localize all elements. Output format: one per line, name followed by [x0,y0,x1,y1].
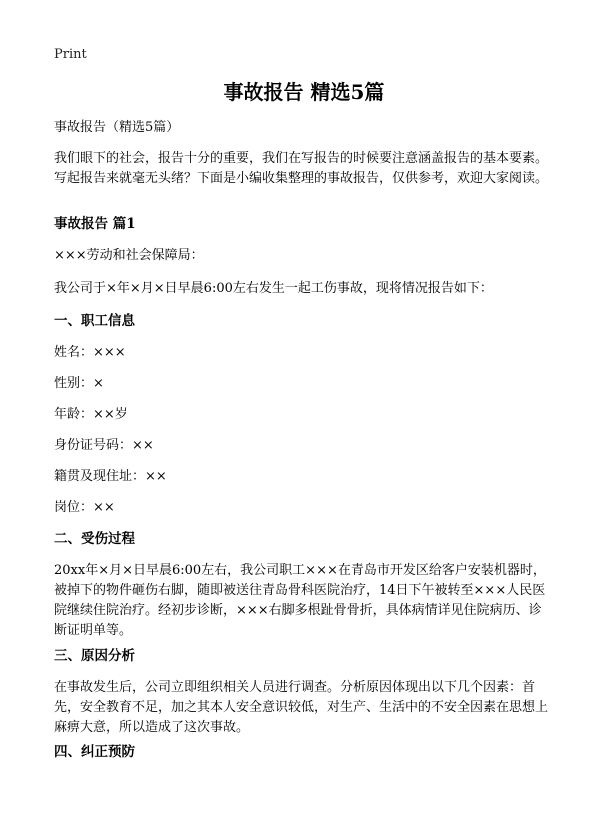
salutation: ×××劳动和社会保障局： [54,248,204,263]
worker-name: 姓名：××× [54,345,126,360]
cause-analysis-paragraph: 在事故发生后，公司立即组织相关人员进行调查。分析原因体现出以下几个因素：首先，安全教育不足，加之其本人安全意识较低，对生产、生活中的不安全因素在思想上麻痹大意，所以造成了这次事故。 [54,680,549,735]
document-title: 事故报告 精选5篇 [223,80,385,104]
injury-process-paragraph: 20xx年×月×日早晨6:00左右，我公司职工×××在青岛市开发区给客户安装机器时，被掉下的物件砸伤右脚，随即被送往青岛骨科医院治疗，14日下午被转至×××人民医院继续住院治疗。经初步诊断，×××右脚多根趾骨骨折，具体病情详见住院病历、诊断证明单等。 [54,563,546,638]
heading-injury-process: 二、受伤过程 [54,531,135,547]
section-heading-1: 事故报告 篇1 [54,216,136,232]
heading-cause-analysis: 三、原因分析 [54,648,135,664]
worker-id: 身份证号码：×× [54,438,154,453]
opening-paragraph: 我公司于×年×月×日早晨6:00左右发生一起工伤事故，现将情况报告如下： [54,281,493,296]
heading-worker-info: 一、职工信息 [54,313,135,329]
worker-address: 籍贯及现住址：×× [54,469,167,484]
document-subtitle: 事故报告（精选5篇） [54,120,180,135]
print-link[interactable]: Print [54,47,87,62]
worker-age: 年龄：××岁 [54,407,128,422]
heading-prevention: 四、纠正预防 [54,744,135,760]
worker-post: 岗位：×× [54,500,115,515]
worker-gender: 性别：× [54,376,104,391]
intro-paragraph: 我们眼下的社会，报告十分的重要，我们在写报告的时候要注意涵盖报告的基本要素。写起报告来就毫无头绪？下面是小编收集整理的事故报告，仅供参考，欢迎大家阅读。 [54,151,549,186]
